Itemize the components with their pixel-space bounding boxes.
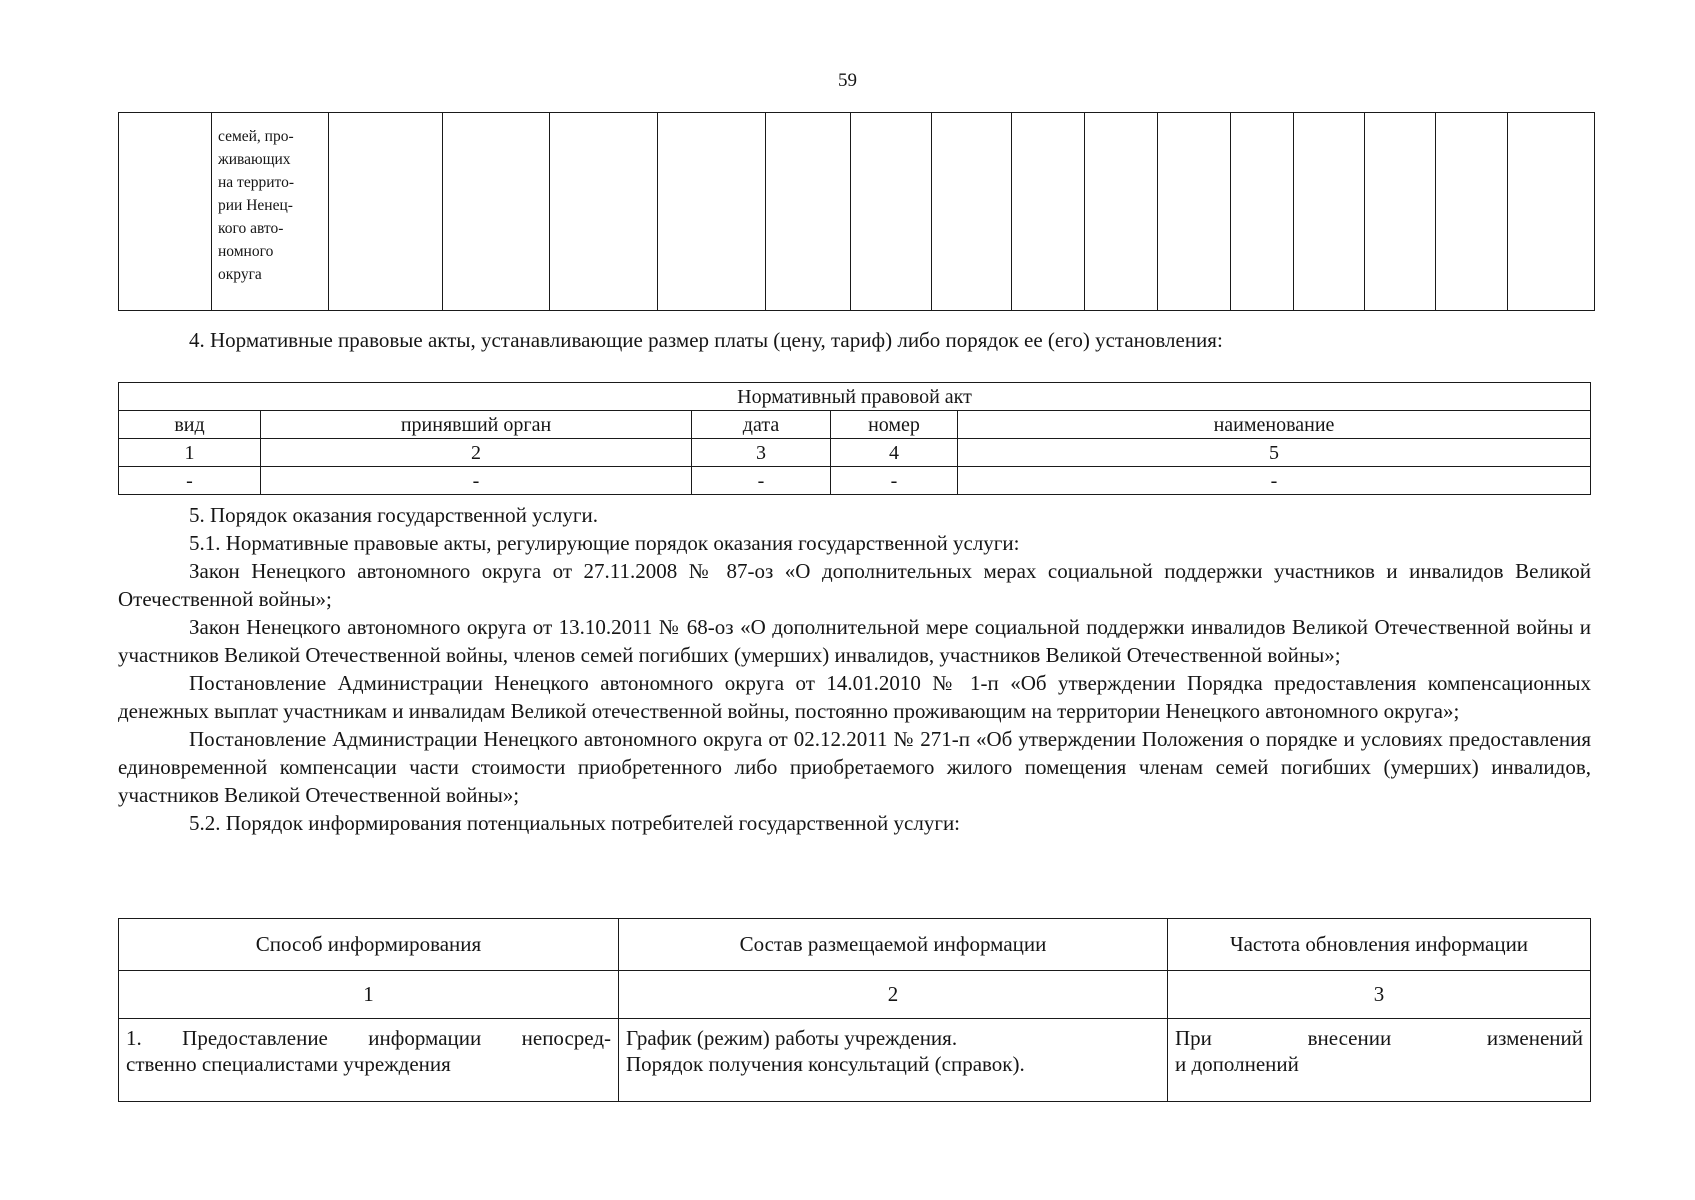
cell-line: ственно специалистами учреждения <box>126 1052 451 1076</box>
table-header-row <box>119 919 1591 971</box>
column-header-name: наименование <box>958 411 1591 439</box>
cell-line: на террито- <box>218 174 294 191</box>
table-row <box>119 439 1591 467</box>
table-cell: 2 <box>261 439 692 467</box>
section-4-title: 4. Нормативные правовые акты, устанавливающие размер платы (цену, тариф) либо порядок ее (его) установления: <box>189 328 1223 352</box>
cell-line: семей, про- <box>218 128 294 145</box>
cell-line: и дополнений <box>1175 1052 1299 1076</box>
cell-line: Порядок получения консультаций (справок). <box>626 1052 1025 1076</box>
table-cell <box>1365 113 1436 311</box>
table-cell <box>1012 113 1085 311</box>
table-cell: - <box>261 467 692 495</box>
table-cell: - <box>958 467 1591 495</box>
cell-line: 1. Предоставление информации непосред- <box>126 1026 611 1050</box>
table-cell <box>658 113 766 311</box>
table-cell <box>1085 113 1158 311</box>
legal-act-paragraph: Постановление Администрации Ненецкого автономного округа от 02.12.2011 № 271-п «Об утверждении Положения о порядке и условиях предоставления единовременной компенсации части стоимости приобретенного либо приобретаемого жилого помещения членам семей погибших (умерших) инвалидов, участников Великой Отечественной войны»; <box>118 727 1591 807</box>
table-columns-row <box>119 411 1591 439</box>
table-cell <box>1294 113 1365 311</box>
cell-line: При внесении изменений <box>1175 1026 1583 1050</box>
legal-acts-table <box>118 382 1591 495</box>
table-numbers-row <box>119 971 1591 1019</box>
table-header: Нормативный правовой акт <box>119 383 1591 411</box>
legal-act-paragraph: Постановление Администрации Ненецкого автономного округа от 14.01.2010 № 1-п «Об утверждении Порядка предоставления компенсационных денежных выплат участникам и инвалидам Великой отечественной войны, постоянно проживающим на территории Ненецкого автономного округа»; <box>118 671 1591 723</box>
table-cell: 4 <box>831 439 958 467</box>
table-row <box>119 113 1595 311</box>
table-cell: 3 <box>1168 971 1591 1019</box>
table-cell: - <box>831 467 958 495</box>
continued-table <box>118 112 1595 311</box>
table-cell <box>1231 113 1294 311</box>
table-cell: 2 <box>619 971 1168 1019</box>
table-cell: 5 <box>958 439 1591 467</box>
cell-line: округа <box>218 266 262 283</box>
cell-line: рии Ненец- <box>218 197 293 214</box>
table-row <box>119 467 1591 495</box>
column-header-number: номер <box>831 411 958 439</box>
cell-line: График (режим) работы учреждения. <box>626 1026 958 1050</box>
column-header-date: дата <box>692 411 831 439</box>
table-cell <box>119 1019 619 1102</box>
table-cell-text <box>212 113 329 311</box>
cell-line: живающих <box>218 151 291 168</box>
table-cell: 1 <box>119 971 619 1019</box>
legal-act-paragraph: Закон Ненецкого автономного округа от 13.10.2011 № 68-оз «О дополнительной мере социальной поддержки инвалидов Великой Отечественной войны и участников Великой Отечественной войны, членов семей погибших (умерших) инвалидов, участников Великой Отечественной войны»; <box>118 615 1591 667</box>
section-5-2-title: 5.2. Порядок информирования потенциальных потребителей государственной услуги: <box>189 811 961 835</box>
section-5-1-title: 5.1. Нормативные правовые акты, регулирующие порядок оказания государственной услуги: <box>189 531 1020 555</box>
table-cell <box>1168 1019 1591 1102</box>
table-cell: - <box>119 467 261 495</box>
table-cell <box>1436 113 1508 311</box>
column-header-method: Способ информирования <box>119 919 619 971</box>
column-header-content: Состав размещаемой информации <box>619 919 1168 971</box>
table-cell: - <box>692 467 831 495</box>
information-table <box>118 918 1591 1102</box>
table-cell: 3 <box>692 439 831 467</box>
table-cell <box>550 113 658 311</box>
section-5-title: 5. Порядок оказания государственной услуги. <box>189 503 598 527</box>
table-cell <box>851 113 932 311</box>
table-cell: 1 <box>119 439 261 467</box>
cell-line: кого авто- <box>218 220 284 237</box>
table-header-row <box>119 383 1591 411</box>
cell-line: номного <box>218 243 274 260</box>
page-number: 59 <box>838 70 857 91</box>
column-header-frequency: Частота обновления информации <box>1168 919 1591 971</box>
legal-act-paragraph: Закон Ненецкого автономного округа от 27.11.2008 № 87-оз «О дополнительных мерах социальной поддержки участников и инвалидов Великой Отечественной войны»; <box>118 559 1591 611</box>
table-row <box>119 1019 1591 1102</box>
table-cell <box>1508 113 1595 311</box>
column-header-type: вид <box>119 411 261 439</box>
table-cell <box>329 113 443 311</box>
table-cell <box>932 113 1012 311</box>
table-cell <box>766 113 851 311</box>
table-cell <box>119 113 212 311</box>
table-cell <box>1158 113 1231 311</box>
table-cell <box>443 113 550 311</box>
column-header-body: принявший орган <box>261 411 692 439</box>
section-5-block <box>118 501 1591 837</box>
table-cell <box>619 1019 1168 1102</box>
